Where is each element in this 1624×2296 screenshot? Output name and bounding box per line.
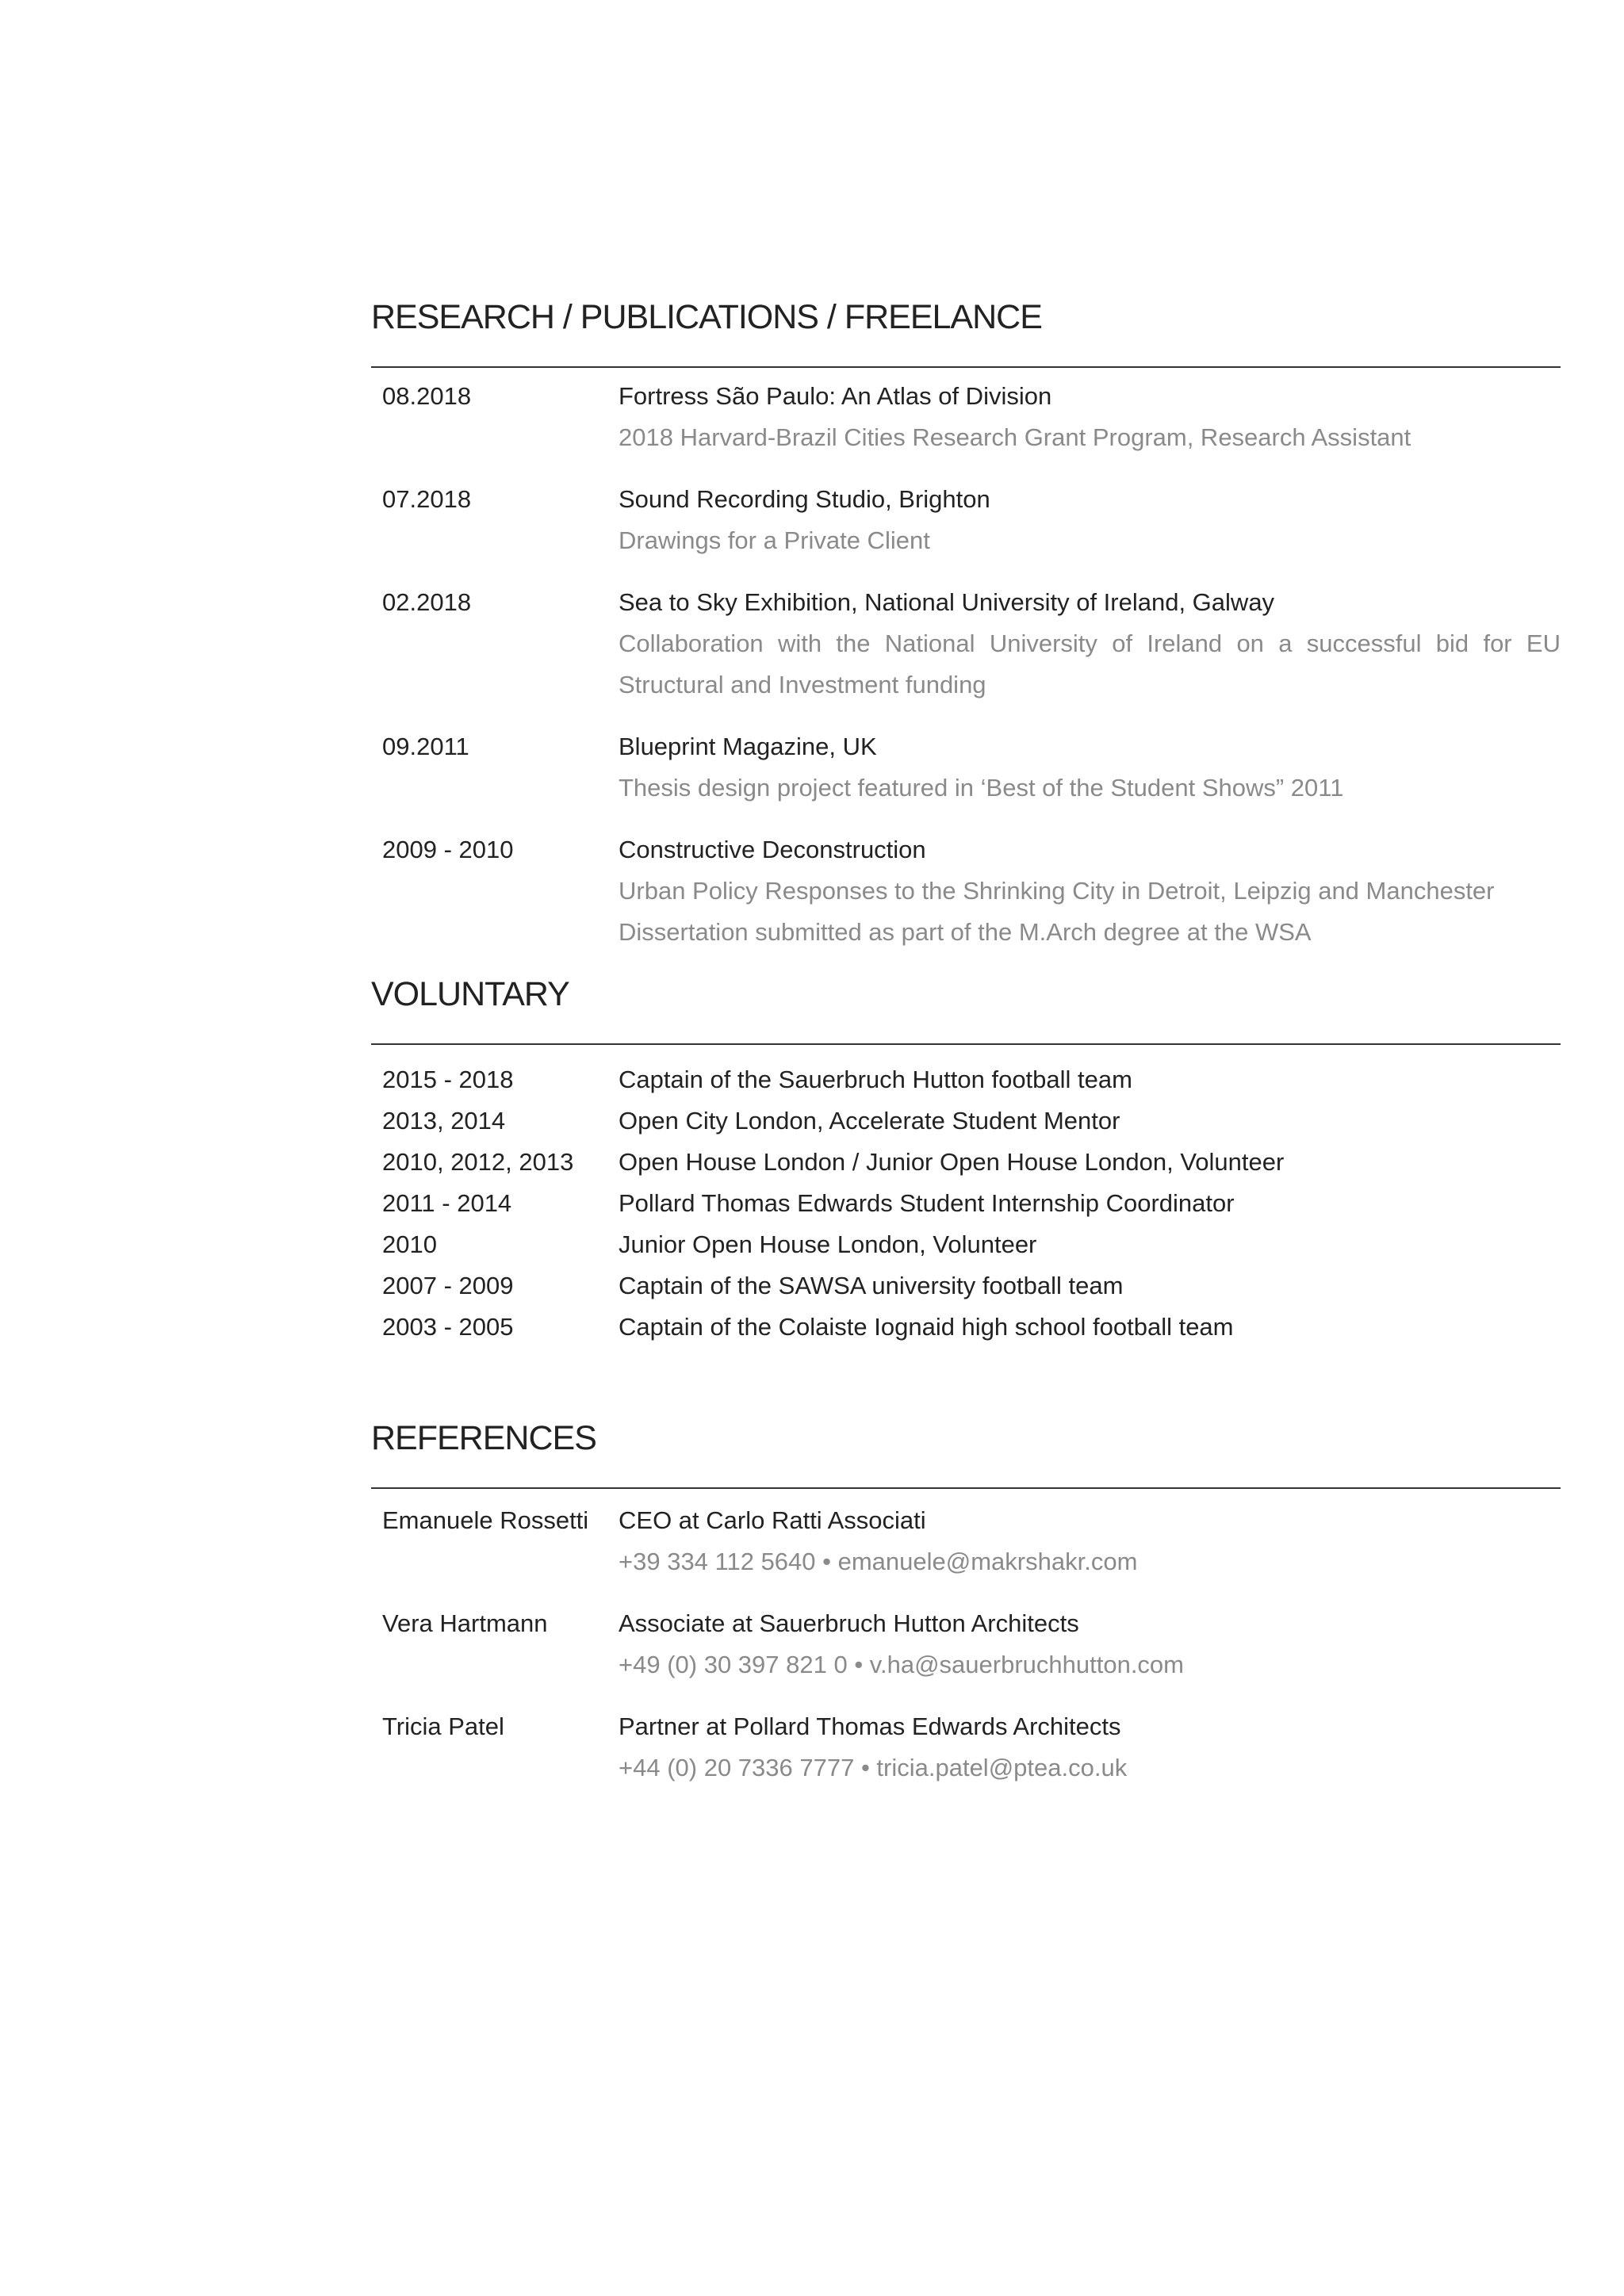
entry-date: 2011 - 2014 [382, 1189, 512, 1217]
entry-date: 08.2018 [382, 382, 472, 410]
entry-title: Open House London / Junior Open House London, Volunteer [619, 1148, 1285, 1176]
reference-role: CEO at Carlo Ratti Associati [619, 1506, 926, 1534]
reference-body [619, 1500, 1561, 1582]
reference-entry [382, 1603, 1561, 1686]
research-entry [382, 582, 1561, 706]
entry-date: 07.2018 [382, 485, 472, 513]
reference-contact: +49 (0) 30 397 821 0 • v.ha@sauerbruchhutton.com [619, 1651, 1184, 1678]
entry-body [619, 479, 1561, 561]
entry-body [619, 376, 1561, 458]
entry-description: 2018 Harvard-Brazil Cities Research Grant Program, Research Assistant [619, 423, 1411, 451]
entry-title: Pollard Thomas Edwards Student Internship Coordinator [619, 1189, 1235, 1217]
entry-description: Drawings for a Private Client [619, 526, 930, 554]
reference-contact: +39 334 112 5640 • emanuele@makrshakr.com [619, 1548, 1138, 1575]
entry-date: 2009 - 2010 [382, 836, 514, 863]
entry-title: Captain of the Colaiste Iognaid high school football team [619, 1313, 1234, 1341]
voluntary-entry [382, 1059, 1561, 1100]
entry-date: 2010 [382, 1230, 437, 1258]
entry-description: Thesis design project featured in ‘Best of the Student Shows” 2011 [619, 774, 1344, 802]
reference-role: Partner at Pollard Thomas Edwards Architects [619, 1712, 1121, 1740]
reference-body [619, 1706, 1561, 1789]
entry-title: Captain of the SAWSA university football team [619, 1272, 1124, 1299]
references-heading: REFERENCES [371, 1419, 596, 1457]
research-list [371, 376, 1561, 953]
entry-body [619, 582, 1561, 706]
entry-date: 2010, 2012, 2013 [382, 1148, 574, 1176]
entry-title: Captain of the Sauerbruch Hutton football team [619, 1066, 1132, 1093]
cv-page [371, 293, 1561, 1809]
references-divider [371, 1487, 1561, 1489]
entry-date: 09.2011 [382, 733, 469, 760]
entry-body [619, 726, 1561, 809]
entry-date: 02.2018 [382, 588, 472, 616]
entry-description: Urban Policy Responses to the Shrinking City in Detroit, Leipzig and Manchester [619, 877, 1495, 905]
entry-title: Blueprint Magazine, UK [619, 733, 877, 760]
voluntary-section [371, 970, 1561, 1348]
entry-title: Junior Open House London, Volunteer [619, 1230, 1037, 1258]
voluntary-entry [382, 1265, 1561, 1307]
reference-role: Associate at Sauerbruch Hutton Architects [619, 1609, 1079, 1637]
reference-entry [382, 1500, 1561, 1582]
entry-title: Fortress São Paulo: An Atlas of Division [619, 382, 1052, 410]
entry-body [619, 829, 1561, 953]
research-entry [382, 829, 1561, 953]
entry-title: Open City London, Accelerate Student Mentor [619, 1107, 1120, 1135]
entry-description: Collaboration with the National University of Ireland on a successful bid for EU Structural and Investment funding [619, 629, 1561, 698]
entry-description-secondary: Dissertation submitted as part of the M.Arch degree at the WSA [619, 918, 1312, 946]
reference-name: Vera Hartmann [382, 1609, 548, 1637]
voluntary-entry [382, 1307, 1561, 1348]
voluntary-entry [382, 1224, 1561, 1265]
entry-date: 2015 - 2018 [382, 1066, 514, 1093]
voluntary-list [371, 1059, 1561, 1348]
research-section [371, 293, 1561, 953]
reference-body [619, 1603, 1561, 1686]
entry-title: Sea to Sky Exhibition, National University of Ireland, Galway [619, 588, 1275, 616]
research-entry [382, 376, 1561, 458]
research-entry [382, 479, 1561, 561]
voluntary-entry [382, 1183, 1561, 1224]
voluntary-heading: VOLUNTARY [371, 975, 569, 1013]
references-list [371, 1500, 1561, 1789]
entry-title: Sound Recording Studio, Brighton [619, 485, 990, 513]
voluntary-entry [382, 1100, 1561, 1142]
entry-date: 2013, 2014 [382, 1107, 506, 1135]
voluntary-entry [382, 1142, 1561, 1183]
reference-entry [382, 1706, 1561, 1789]
references-section [371, 1414, 1561, 1789]
reference-name: Emanuele Rossetti [382, 1506, 589, 1534]
research-divider [371, 366, 1561, 368]
entry-date: 2007 - 2009 [382, 1272, 514, 1299]
reference-name: Tricia Patel [382, 1712, 504, 1740]
entry-date: 2003 - 2005 [382, 1313, 514, 1341]
research-heading: RESEARCH / PUBLICATIONS / FREELANCE [371, 298, 1042, 336]
voluntary-divider [371, 1043, 1561, 1045]
reference-contact: +44 (0) 20 7336 7777 • tricia.patel@ptea.co.uk [619, 1754, 1128, 1781]
entry-title: Constructive Deconstruction [619, 836, 926, 863]
research-entry [382, 726, 1561, 809]
